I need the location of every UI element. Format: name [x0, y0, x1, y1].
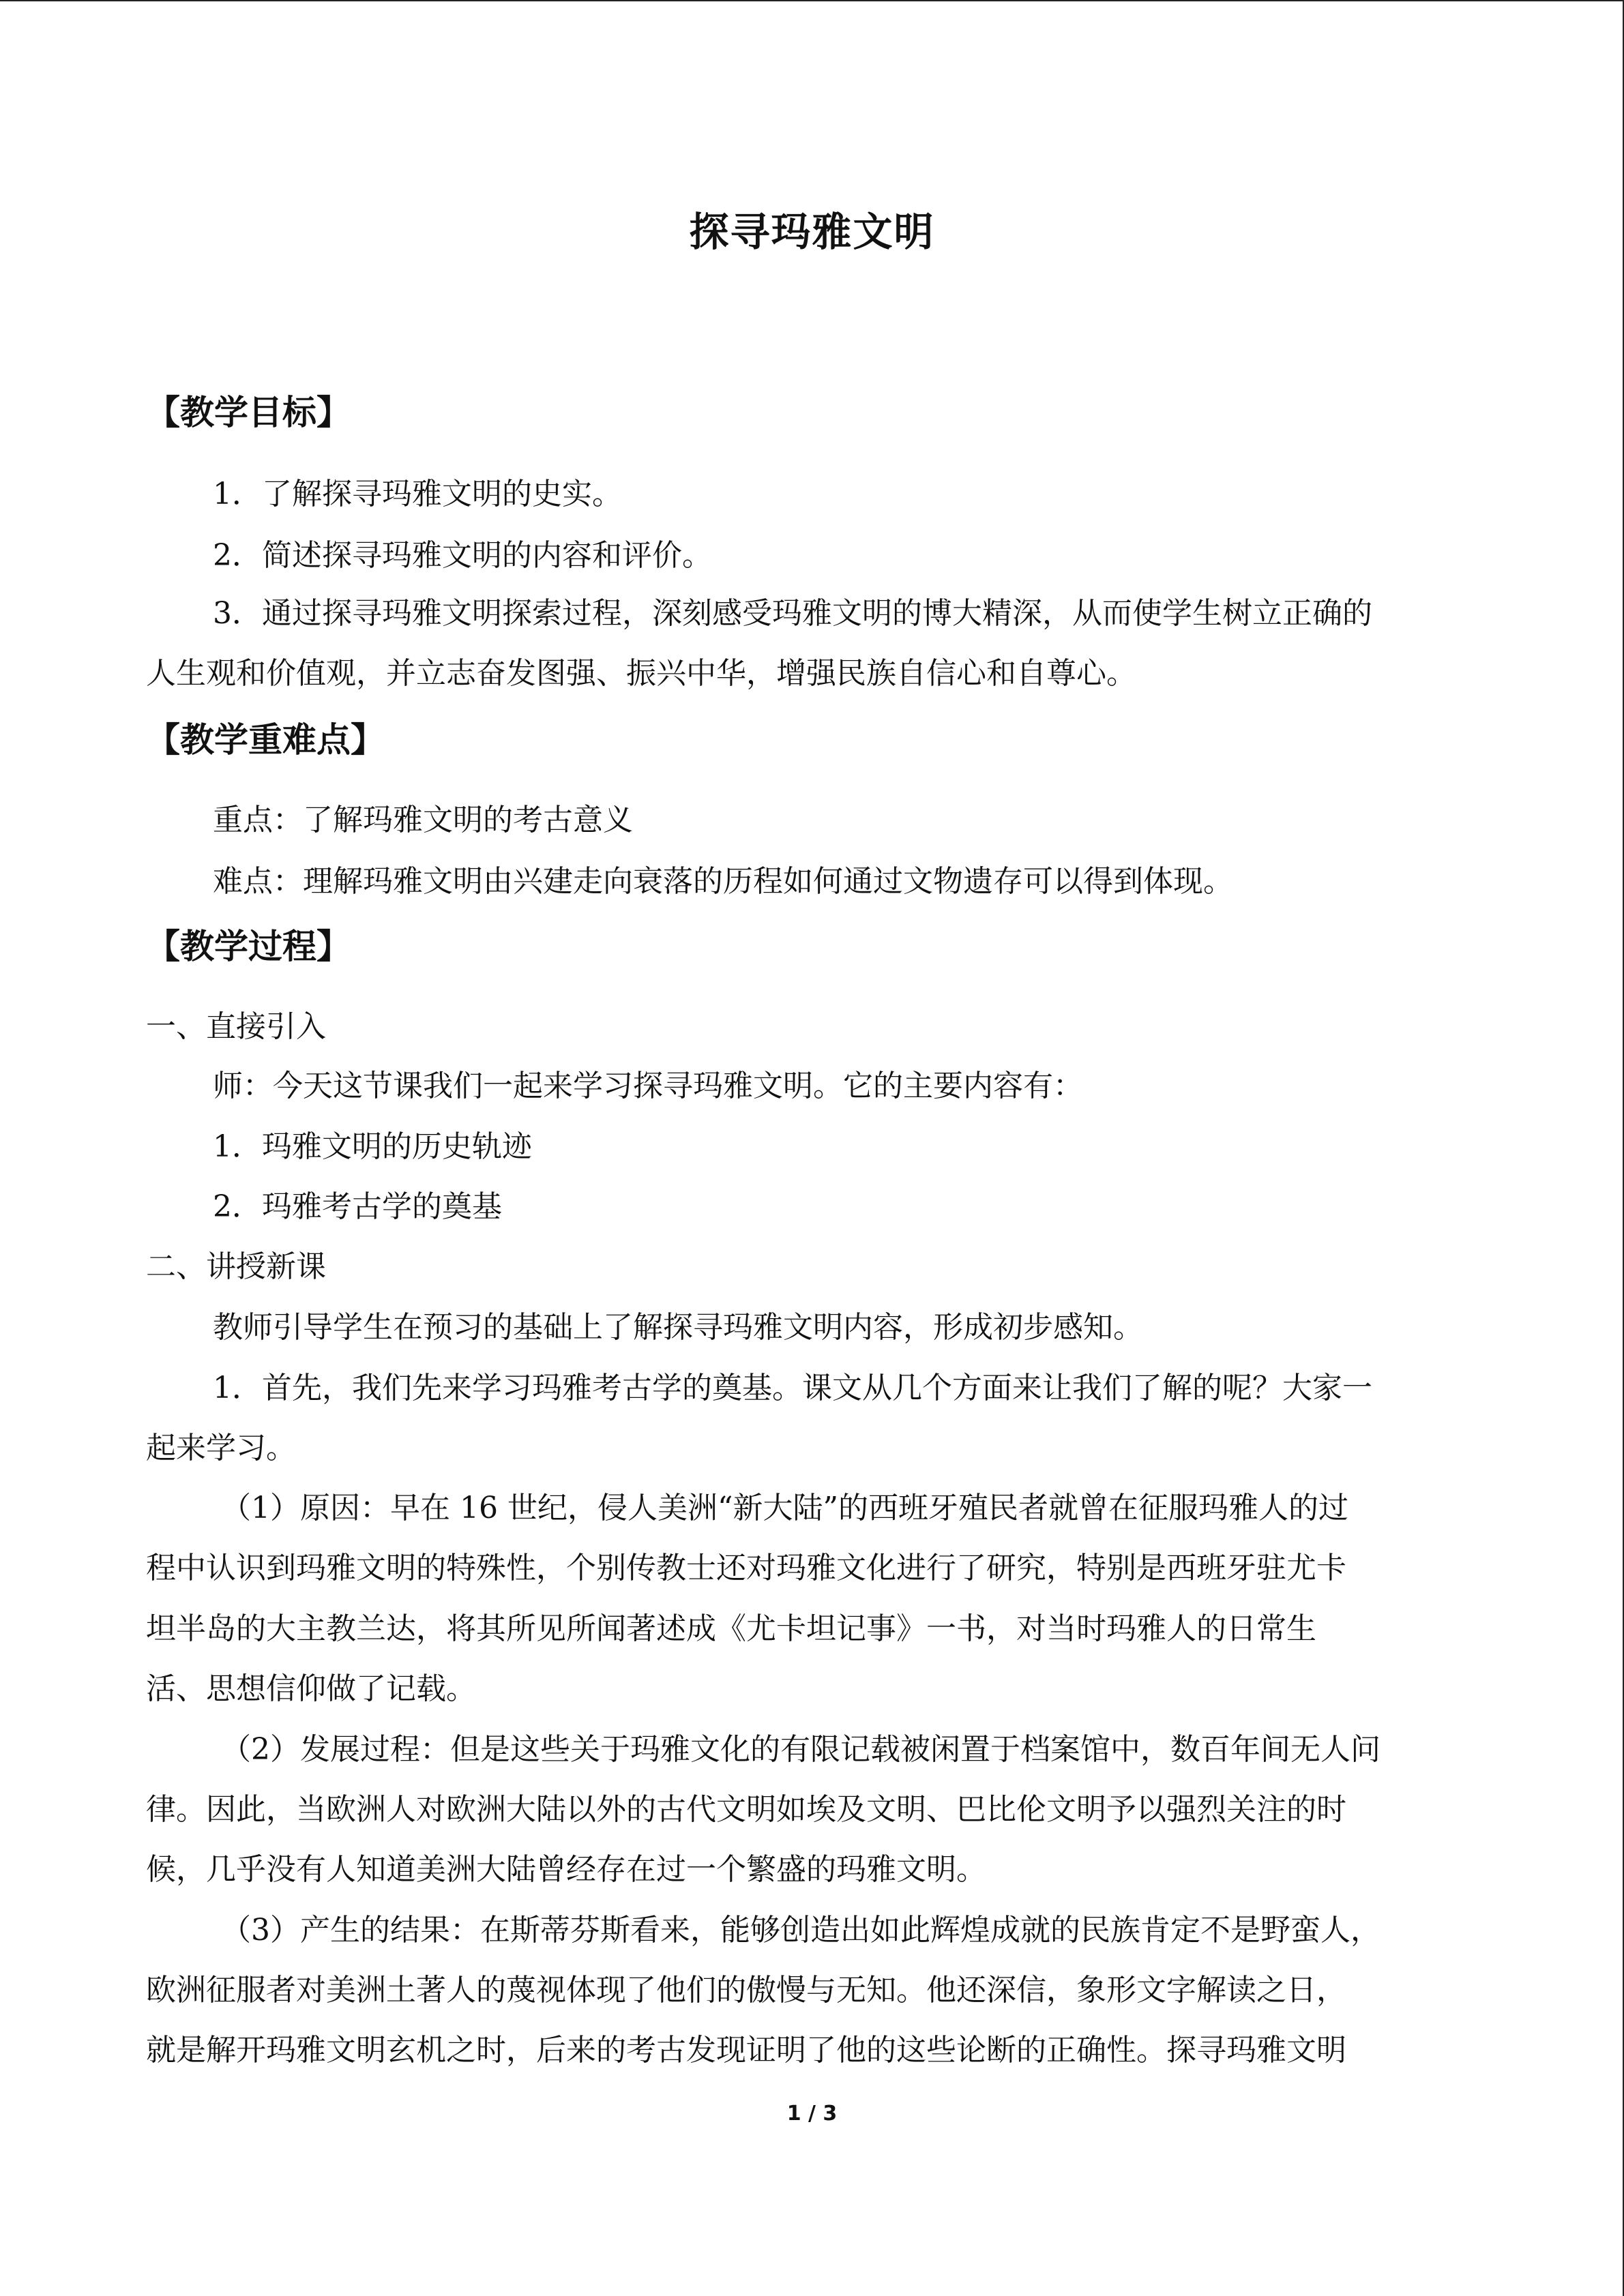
part1-line-2: 1．玛雅文明的历史轨迹 — [213, 1129, 532, 1164]
point1-line-1: 1．首先，我们先来学习玛雅考古学的奠基。课文从几个方面来让我们了解的呢？大家一 — [213, 1371, 1372, 1405]
part1-line-3: 2．玛雅考古学的奠基 — [213, 1189, 502, 1224]
part2-intro: 教师引导学生在预习的基础上了解探寻玛雅文明内容，形成初步感知。 — [213, 1310, 1143, 1345]
heading-key-difficult-points: 【教学重难点】 — [146, 720, 385, 760]
reason-line-1: （1）原因：早在 16 世纪，侵人美洲“新大陆”的西班牙殖民者就曾在征服玛雅人的过 — [221, 1491, 1348, 1525]
part1-line-1: 师：今天这节课我们一起来学习探寻玛雅文明。它的主要内容有： — [213, 1069, 1083, 1103]
heading-teaching-goals: 【教学目标】 — [146, 393, 351, 432]
point1-line-2: 起来学习。 — [146, 1431, 296, 1465]
part1-title: 一、直接引入 — [146, 1009, 326, 1044]
reason-line-4: 活、思想信仰做了记载。 — [146, 1671, 476, 1706]
development-line-3: 候，几乎没有人知道美洲大陆曾经存在过一个繁盛的玛雅文明。 — [146, 1852, 986, 1887]
result-line-1: （3）产生的结果：在斯蒂芬斯看来，能够创造出如此辉煌成就的民族肯定不是野蛮人， — [221, 1913, 1381, 1948]
goal-item-3-cont: 人生观和价值观，并立志奋发图强、振兴中华，增强民族自信心和自尊心。 — [146, 656, 1136, 691]
development-line-2: 律。因此，当欧洲人对欧洲大陆以外的古代文明如埃及文明、巴比伦文明予以强烈关注的时 — [146, 1792, 1346, 1827]
result-line-2: 欧洲征服者对美洲土著人的蔑视体现了他们的傲慢与无知。他还深信，象形文字解读之日， — [146, 1973, 1346, 2008]
development-line-1: （2）发展过程：但是这些关于玛雅文化的有限记载被闲置于档案馆中，数百年间无人问 — [221, 1732, 1381, 1767]
goal-item-1: 1．了解探寻玛雅文明的史实。 — [213, 477, 622, 511]
difficult-point: 难点：理解玛雅文明由兴建走向衰落的历程如何通过文物遗存可以得到体现。 — [213, 864, 1233, 899]
result-line-3: 就是解开玛雅文明玄机之时，后来的考古发现证明了他的这些论断的正确性。探寻玛雅文明 — [146, 2033, 1346, 2068]
heading-teaching-process: 【教学过程】 — [146, 927, 351, 966]
goal-item-3: 3．通过探寻玛雅文明探索过程，深刻感受玛雅文明的博大精深，从而使学生树立正确的 — [213, 596, 1372, 631]
page-number: 1 / 3 — [786, 2102, 838, 2126]
document-title: 探寻玛雅文明 — [689, 209, 935, 255]
key-point: 重点：了解玛雅文明的考古意义 — [213, 803, 633, 837]
reason-line-2: 程中认识到玛雅文明的特殊性，个别传教士还对玛雅文化进行了研究，特别是西班牙驻尤卡 — [146, 1551, 1346, 1585]
part2-title: 二、讲授新课 — [146, 1249, 326, 1284]
reason-line-3: 坦半岛的大主教兰达，将其所见所闻著述成《尤卡坦记事》一书，对当时玛雅人的日常生 — [146, 1611, 1316, 1646]
goal-item-2: 2．简述探寻玛雅文明的内容和评价。 — [213, 538, 712, 573]
